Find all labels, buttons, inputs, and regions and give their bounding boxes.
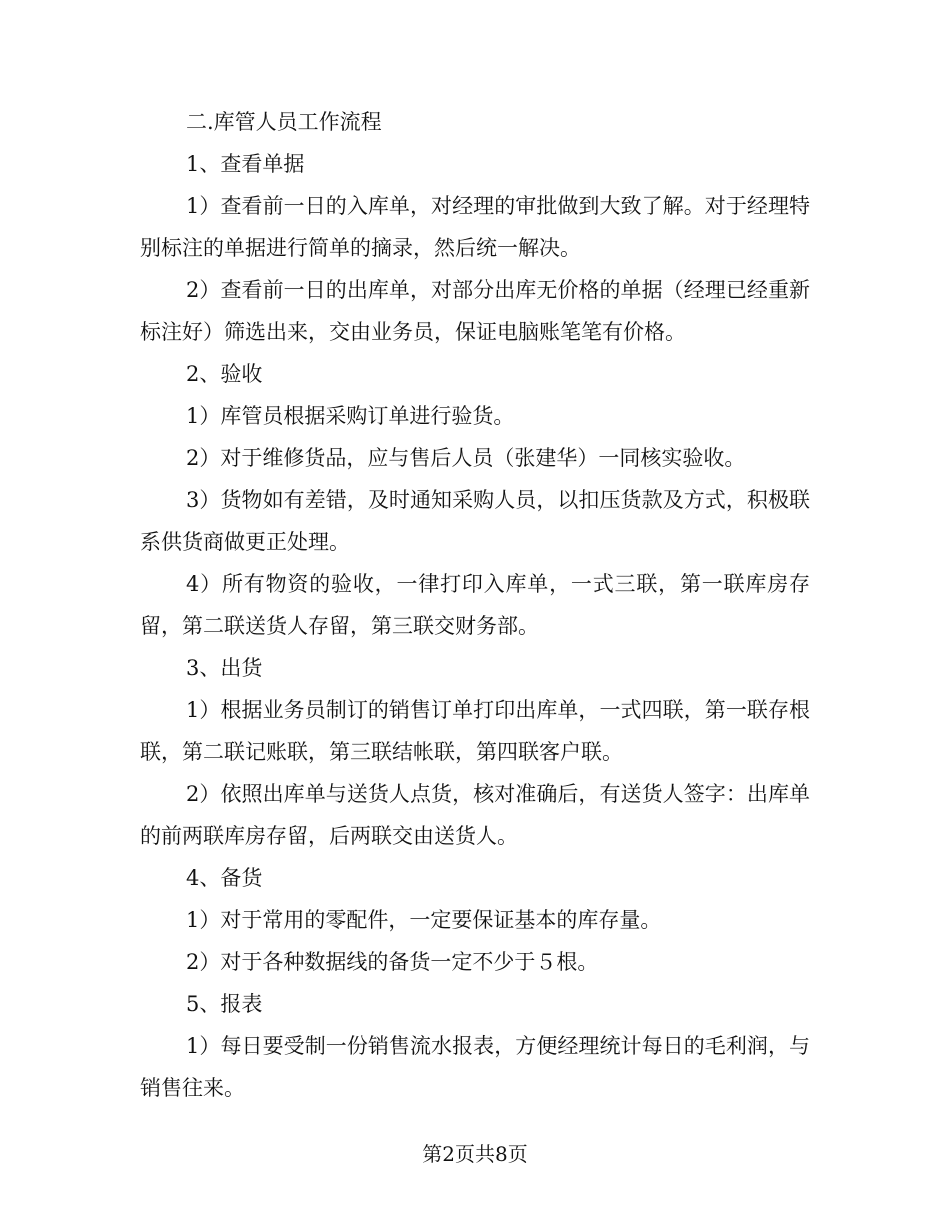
section-heading: 二.库管人员工作流程 [186, 110, 382, 134]
paragraph: 1）每日要受制一份销售流水报表，方便经理统计每日的毛利润，与销售往来。 [140, 1034, 810, 1100]
subsection-heading: 3、出货 [186, 656, 263, 680]
subsection-heading: 1、查看单据 [186, 152, 305, 176]
paragraph: 2）查看前一日的出库单，对部分出库无价格的单据（经理已经重新标注好）筛选出来，交由业务员，保证电脑账笔笔有价格。 [140, 278, 810, 344]
paragraph: 2）对于维修货品，应与售后人员（张建华）一同核实验收。 [186, 446, 746, 470]
paragraph: 3）货物如有差错，及时通知采购人员，以扣压货款及方式，积极联系供货商做更正处理。 [140, 488, 810, 554]
paragraph: 4）所有物资的验收，一律打印入库单，一式三联，第一联库房存留，第二联送货人存留，第三联交财务部。 [140, 572, 810, 638]
paragraph: 1）对于常用的零配件，一定要保证基本的库存量。 [186, 908, 662, 932]
subsection-heading: 2、验收 [186, 362, 263, 386]
subsection-heading: 4、备货 [186, 866, 263, 890]
document-body [140, 101, 810, 1109]
subsection-heading: 5、报表 [186, 992, 263, 1016]
page-number-footer: 第2页共8页 [422, 1142, 528, 1166]
paragraph: 2）依照出库单与送货人点货，核对准确后，有送货人签字：出库单的前两联库房存留，后两联交由送货人。 [140, 782, 810, 848]
paragraph: 2）对于各种数据线的备货一定不少于５根。 [186, 950, 599, 974]
paragraph: 1）根据业务员制订的销售订单打印出库单，一式四联，第一联存根联，第二联记账联，第三联结帐联，第四联客户联。 [140, 698, 810, 764]
paragraph: 1）查看前一日的入库单，对经理的审批做到大致了解。对于经理特别标注的单据进行简单的摘录，然后统一解决。 [140, 194, 810, 260]
paragraph: 1）库管员根据采购订单进行验货。 [186, 404, 515, 428]
